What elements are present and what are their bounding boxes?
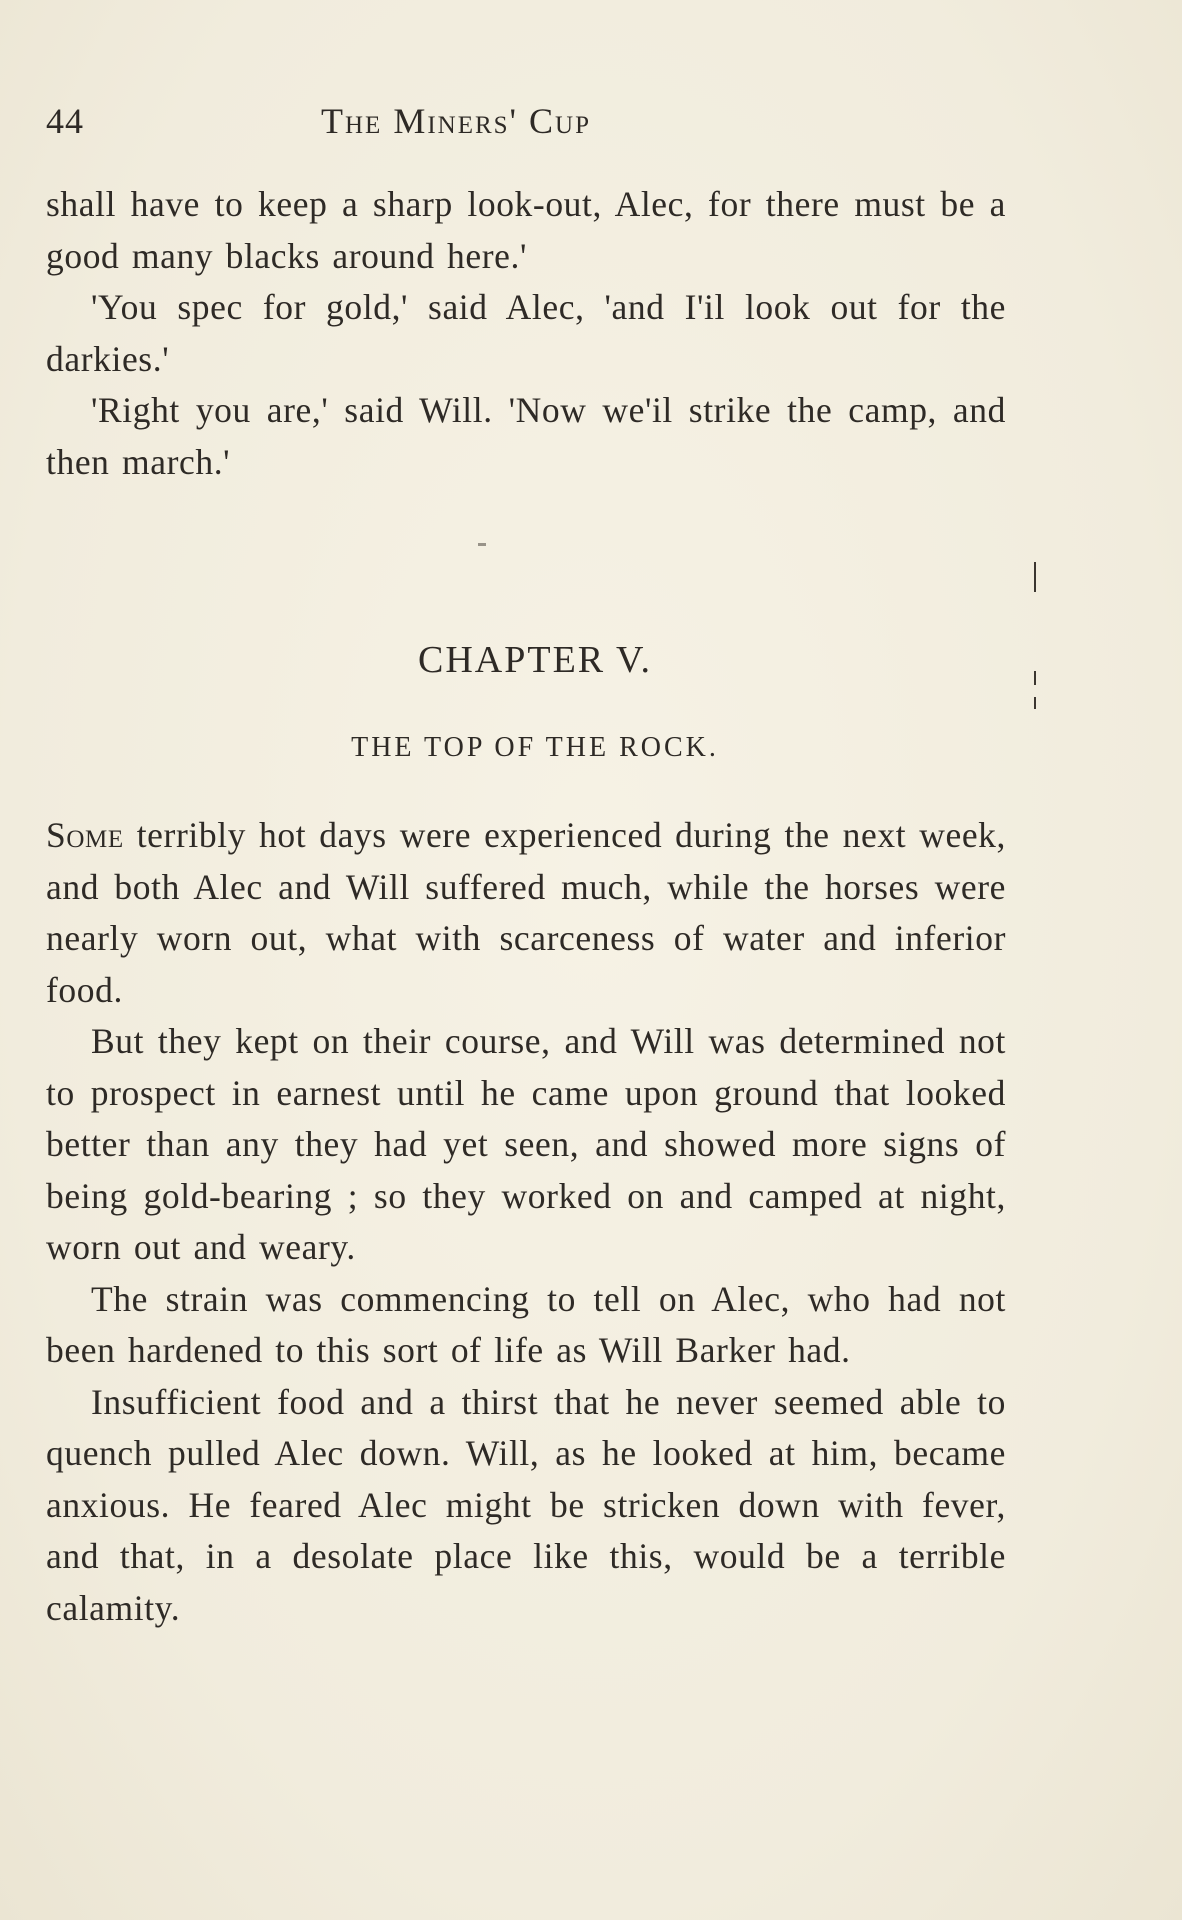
paragraph: But they kept on their course, and Will was determined not to prospect in earnest until he came upon ground that looked better than any they had yet seen, and showed more signs of being gold-bearing ; so they worked on and camped at night, worn out and weary.: [46, 1021, 1006, 1267]
paragraph-text: terribly hot days were experienced during the next week, and both Alec and Will suffered much, while the horses were nearly worn out, what with scarceness of water and inferior food.: [46, 815, 1006, 1010]
page-header: [46, 100, 1006, 150]
margin-mark: [478, 543, 486, 546]
paragraph: 'You spec for gold,' said Alec, 'and I'il look out for the darkies.': [46, 287, 1006, 379]
chapter-body: [46, 810, 1006, 1634]
paragraph: 'Right you are,' said Will. 'Now we'il strike the camp, and then march.': [46, 390, 1006, 482]
chapter-subtitle: THE TOP OF THE ROCK.: [351, 732, 719, 763]
running-title: The Miners' Cup: [321, 101, 592, 141]
previous-chapter-text: [46, 179, 1006, 488]
paragraph: Insufficient food and a thirst that he never seemed able to quench pulled Alec down. Will, as he looked at him, became anxious. He feared Alec might be stricken down with fever, and that, in a desolate place like this, would be a terrible calamity.: [46, 1381, 1006, 1628]
chapter-heading: CHAPTER V.: [418, 639, 652, 681]
margin-mark: [1034, 562, 1036, 592]
paragraph: The strain was commencing to tell on Alec, who had not been hardened to this sort of life as Will Barker had.: [46, 1278, 1006, 1370]
margin-mark: [1034, 697, 1036, 709]
margin-mark: [1034, 671, 1036, 685]
paragraph: shall have to keep a sharp look-out, Alec, for there must be a good many blacks around here.': [46, 184, 1006, 276]
opening-word: Some: [46, 815, 124, 855]
page-number: 44: [46, 101, 84, 141]
paragraph: [46, 810, 1006, 1016]
